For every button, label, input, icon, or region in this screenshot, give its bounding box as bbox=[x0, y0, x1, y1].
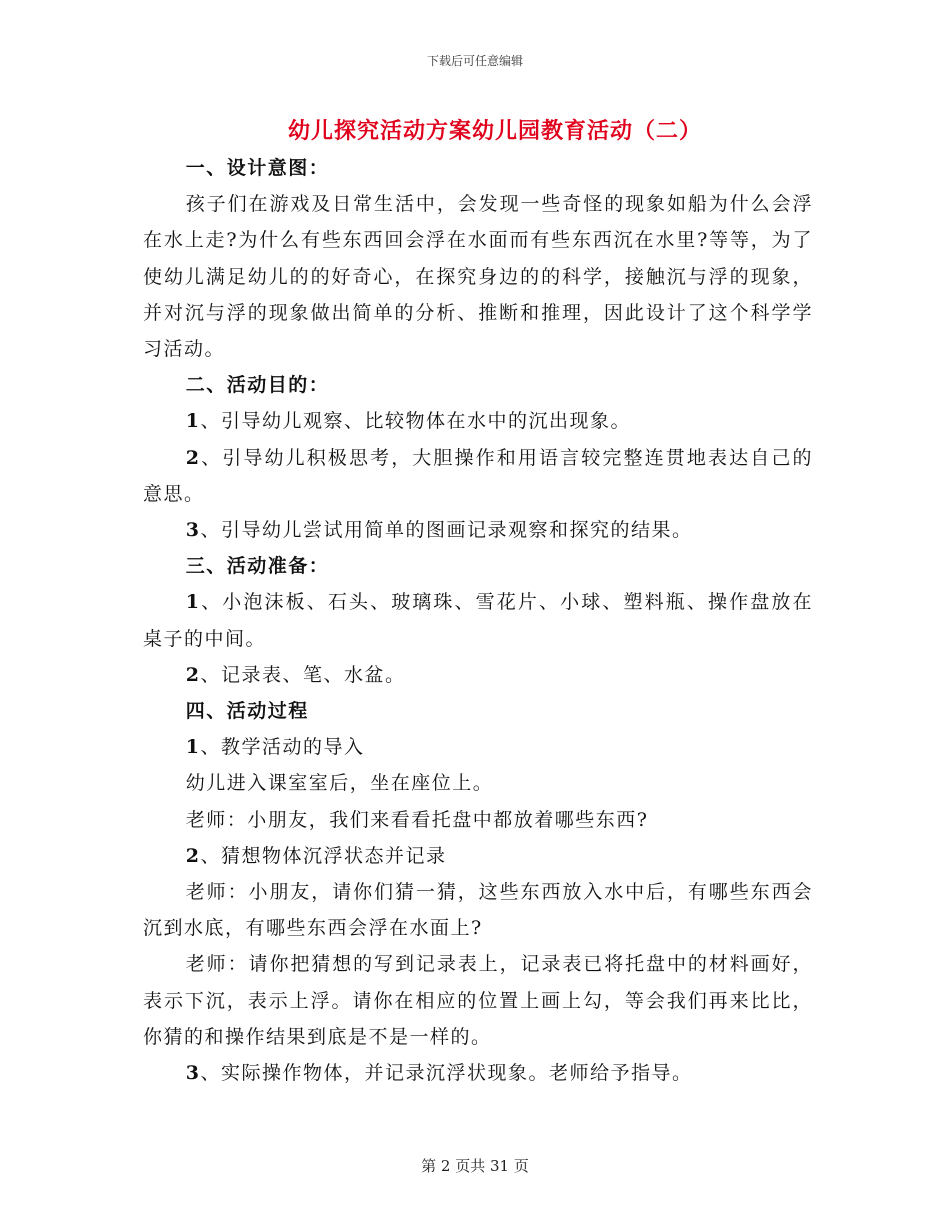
list-item-number: 1 bbox=[185, 736, 201, 759]
list-item bbox=[143, 440, 813, 512]
list-item-text: 、小泡沫板、石头、玻璃珠、雪花片、小球、塑料瓶、操作盘放在桌子的中间。 bbox=[143, 591, 813, 650]
list-item bbox=[143, 838, 813, 874]
paragraph: 老师：请你把猜想的写到记录表上，记录表已将托盘中的材料画好，表示下沉，表示上浮。请你在相应的位置上画上勾，等会我们再来比比，你猜的和操作结果到底是不是一样的。 bbox=[143, 953, 813, 1048]
list-item-text: 、引导幼儿尝试用简单的图画记录观察和探究的结果。 bbox=[200, 519, 693, 542]
list-item bbox=[143, 729, 813, 765]
paragraph: 老师：小朋友，我们来看看托盘中都放着哪些东西? bbox=[185, 808, 649, 831]
page-footer: 第 2 页共 31 页 bbox=[421, 1157, 529, 1175]
document-title: 幼儿探究活动方案幼儿园教育活动（二） bbox=[287, 118, 702, 144]
list-item bbox=[143, 584, 813, 656]
list-item-text: 、教学活动的导入 bbox=[200, 736, 365, 759]
list-item-number: 3 bbox=[185, 1062, 201, 1085]
section-heading: 三、活动准备： bbox=[185, 555, 330, 578]
list-item-number: 1 bbox=[185, 591, 201, 614]
list-item bbox=[143, 512, 813, 548]
header-note: 下载后可任意编辑 bbox=[426, 54, 523, 68]
section-heading: 一、设计意图： bbox=[185, 157, 330, 179]
list-item bbox=[143, 403, 813, 439]
list-item-number: 2 bbox=[185, 663, 201, 686]
list-item-number: 3 bbox=[185, 519, 201, 542]
section-heading: 四、活动过程 bbox=[185, 700, 309, 723]
list-item-text: 、记录表、笔、水盆。 bbox=[200, 663, 406, 686]
list-item-number: 1 bbox=[185, 410, 201, 433]
list-item bbox=[143, 657, 813, 693]
list-item-text: 、猜想物体沉浮状态并记录 bbox=[200, 844, 447, 867]
paragraph: 幼儿进入课室室后，坐在座位上。 bbox=[185, 772, 494, 795]
list-item-number: 2 bbox=[185, 446, 201, 469]
list-item-number: 2 bbox=[185, 844, 201, 867]
paragraph: 孩子们在游戏及日常生活中，会发现一些奇怪的现象如船为什么会浮在水上走?为什么有些东西回会浮在水面而有些东西沉在水里?等等，为了使幼儿满足幼儿的的好奇心，在探究身边的的科学，接触沉与浮的现象，并对沉与浮的现象做出简单的分析、推断和推理，因此设计了这个科学学习活动。 bbox=[143, 193, 813, 361]
list-item-text: 、引导幼儿观察、比较物体在水中的沉出现象。 bbox=[200, 410, 631, 433]
list-item bbox=[143, 1055, 813, 1091]
paragraph: 老师：小朋友，请你们猜一猜，这些东西放入水中后，有哪些东西会沉到水底，有哪些东西会浮在水面上? bbox=[143, 881, 813, 940]
document-body bbox=[143, 150, 813, 1091]
section-heading: 二、活动目的： bbox=[185, 374, 330, 397]
list-item-text: 、实际操作物体，并记录沉浮状现象。老师给予指导。 bbox=[200, 1062, 693, 1085]
list-item-text: 、引导幼儿积极思考，大胆操作和用语言较完整连贯地表达自己的意思。 bbox=[143, 446, 813, 505]
